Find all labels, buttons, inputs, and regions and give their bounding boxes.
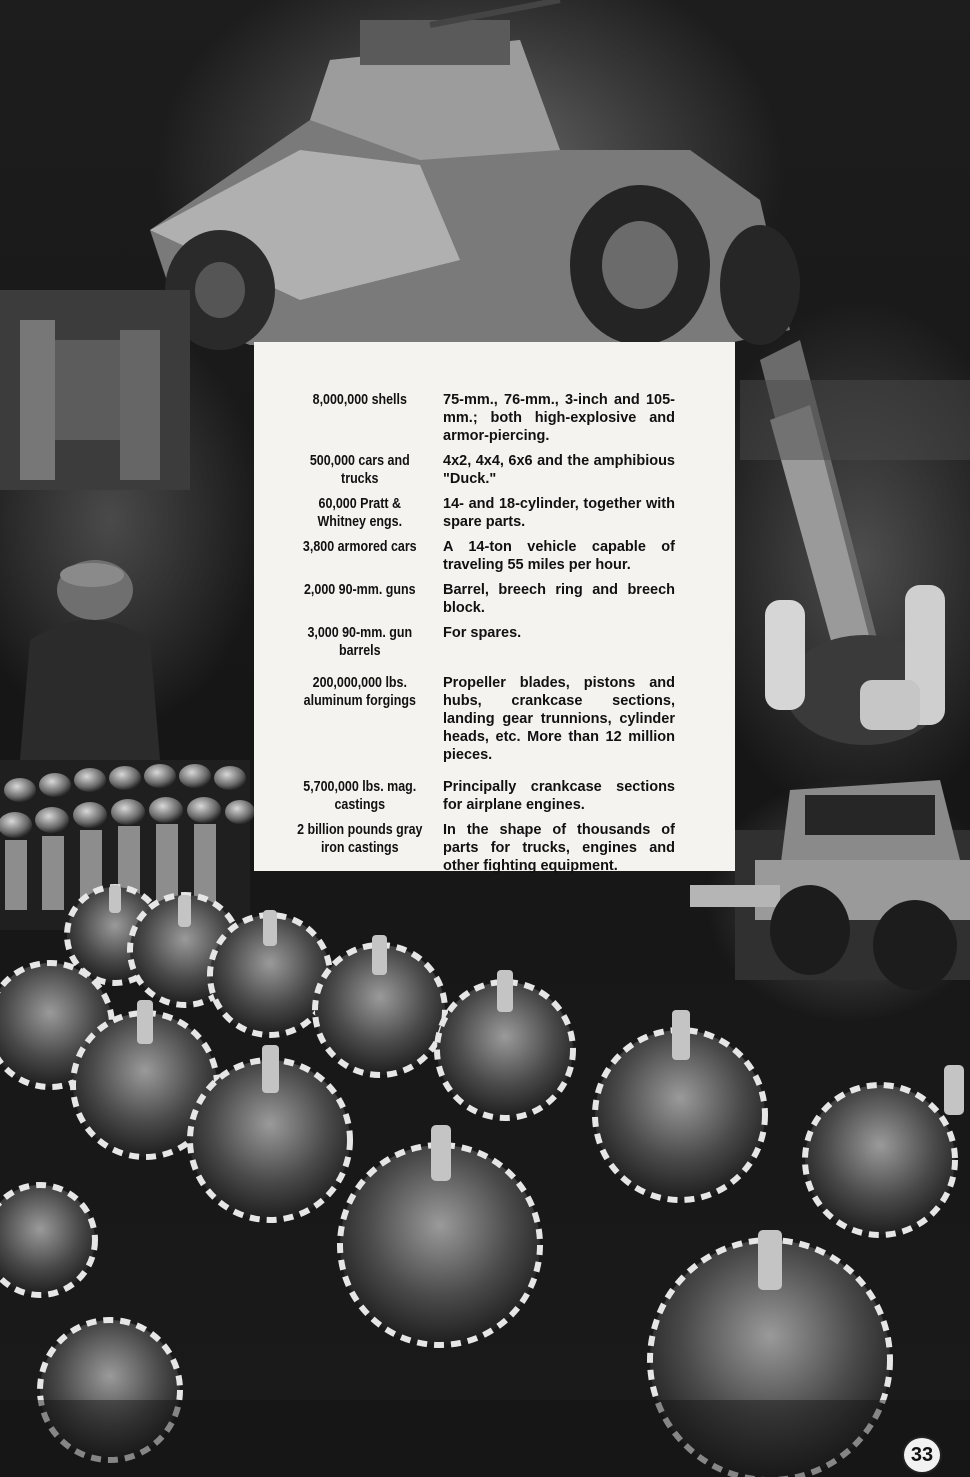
production-row: [297, 452, 705, 488]
quantity-cell: 3,800 armored cars: [302, 539, 417, 555]
description-cell: A 14-ton vehicle capable of traveling 55 miles per hour.: [443, 539, 675, 573]
production-row: [297, 674, 705, 764]
quantity-cell: 8,000,000 shells: [312, 392, 407, 408]
production-info-panel: [254, 342, 735, 874]
quantity-cell: 200,000,000 lbs. aluminum forgings: [303, 675, 416, 709]
quantity-cell: 5,700,000 lbs. mag. castings: [303, 779, 417, 813]
quantity-cell: 500,000 cars and trucks: [309, 453, 410, 487]
armored-car-photo: [150, 0, 800, 350]
production-row: [297, 821, 705, 875]
factory-worker-photo: [0, 290, 190, 760]
production-row: [297, 538, 705, 574]
description-cell: For spares.: [443, 625, 522, 641]
description-cell: 14- and 18-cylinder, together with spare parts.: [443, 496, 675, 530]
artillery-gun-photo: [740, 340, 970, 745]
quantity-cell: 2 billion pounds gray iron castings: [297, 822, 423, 856]
quantity-cell: 60,000 Pratt & Whitney engs.: [317, 496, 403, 530]
production-row: [297, 391, 705, 445]
production-row: [297, 581, 705, 617]
description-cell: In the shape of thousands of parts for trucks, engines and other fighting equipment.: [443, 822, 675, 874]
description-cell: Propeller blades, pistons and hubs, crankcase sections, landing gear trunnions, cylinder heads, etc. More than 12 million pieces.: [443, 675, 675, 763]
production-row: [297, 495, 705, 531]
description-cell: 4x2, 4x4, 6x6 and the amphibious "Duck.": [443, 453, 675, 487]
production-row: [297, 624, 705, 660]
description-cell: Principally crankcase sections for airplane engines.: [443, 779, 675, 813]
description-cell: 75-mm., 76-mm., 3-inch and 105-mm.; both high-explosive and armor-piercing.: [443, 392, 675, 444]
production-row: [297, 778, 705, 814]
description-cell: Barrel, breech ring and breech block.: [443, 582, 675, 616]
quantity-cell: 3,000 90-mm. gun barrels: [307, 625, 413, 659]
page-number: 33: [902, 1436, 942, 1474]
quantity-cell: 2,000 90-mm. guns: [303, 582, 416, 598]
